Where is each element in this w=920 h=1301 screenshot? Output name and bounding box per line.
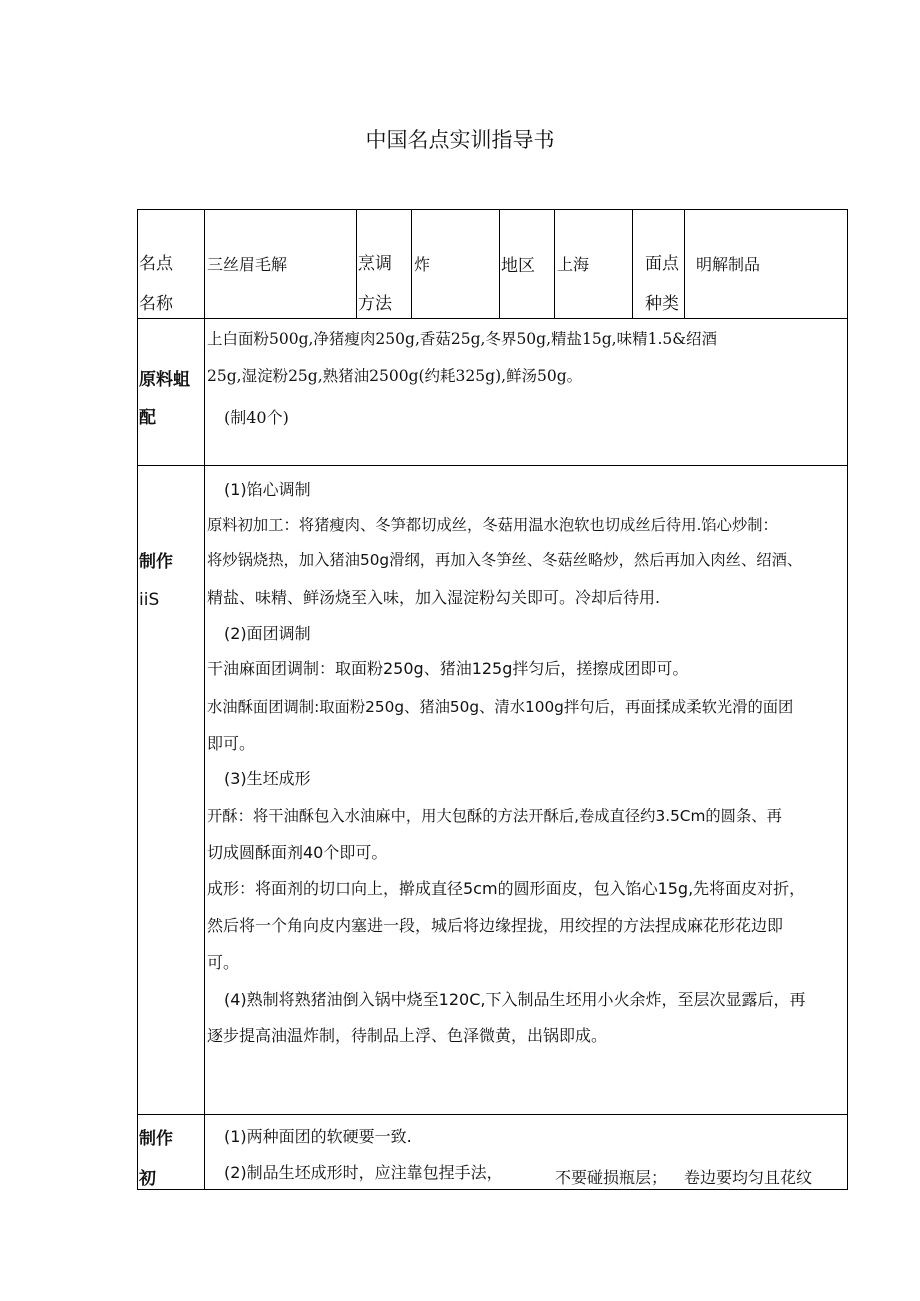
header-divider-4 [554,209,555,319]
process-line: 原料初加工：将猪瘦肉、冬笋都切成丝，冬菇用温水泡软也切成丝后待用.馅心炒制： [207,516,778,534]
region-label: 地区 [501,256,535,276]
process-line: 即可。 [207,734,256,753]
ingredients-line-3: (制40个) [224,408,289,427]
process-line: (1)馅心调制 [224,480,311,499]
process-label-line-1: 制作 [139,552,173,572]
notes-line-2-part-1: (2)制品生坯成形时，应注靠包捏手法， [224,1163,503,1182]
type-value: 明解制品 [696,255,761,274]
label-column-divider [204,209,205,1190]
header-divider-1 [356,209,357,319]
header-divider-6 [684,209,685,319]
process-line: 干油麻面团调制：取面粉250g、猪油125g拌匀后，搓擦成团即可。 [207,659,689,678]
header-divider-3 [499,209,500,319]
cook-method-label-line-2: 方法 [358,294,392,314]
table-border-right [847,209,848,1190]
process-line: 切成圆酥面剂40个即可。 [207,843,388,862]
name-label-line-2: 名称 [139,294,173,314]
ingredients-line-2: 25g,湿淀粉25g,熟猪油2500g(约耗325g),鲜汤50g。 [207,367,583,385]
process-line: 水油酥面团调制:取面粉250g、猪油50g、清水100g拌句后，再面揉成柔软光滑的面团 [207,698,794,716]
table-border-left [137,209,138,1190]
type-label-line-2: 种类 [645,294,679,314]
region-value: 上海 [557,255,590,274]
table-border-bottom [137,1189,848,1190]
process-line: 精盐、味精、鲜汤烧至入味，加入湿淀粉勾关即可。冷却后待用. [207,588,661,607]
process-line: 逐步提高油温炸制，待制品上浮、色泽微黄，出锅即成。 [207,1026,608,1045]
notes-line-2-part-2: 不要碰损瓶层； [555,1168,668,1187]
type-label-line-1: 面点 [645,254,679,274]
document-title: 中国名点实训指导书 [365,128,555,152]
name-value: 三丝眉毛解 [207,255,288,274]
process-line: 开酥：将干油酥包入水油麻中，用大包酥的方法开酥后,卷成直径约3.5Cm的圆条、再 [207,807,782,825]
name-label-line-1: 名点 [139,254,173,274]
ingredients-line-1: 上白面粉500g,净猪瘦肉250g,香菇25g,冬界50g,精盐15g,味精1.5&绍酒 [207,330,718,348]
process-line: 可。 [207,953,240,972]
process-line: (4)熟制将熟猪油倒入锅中烧至120C,下入制品生坯用小火余炸，至层次显露后，再 [224,990,806,1009]
row-divider-2 [137,465,848,466]
row-divider-1 [137,318,848,319]
notes-line-1: (1)两种面团的软硬要一致. [224,1127,412,1146]
notes-label-line-2: 初 [139,1169,156,1188]
table-border-top [137,209,848,210]
ingredients-label-line-2: 配 [139,408,156,428]
cook-method-value: 炸 [414,255,431,274]
header-divider-5 [632,209,633,319]
header-divider-2 [411,209,412,319]
process-line: (3)生坯成形 [224,769,311,788]
process-line: 成形：将面剂的切口向上，擀成直径5cm的圆形面皮，包入馅心15g,先将面皮对折， [207,879,806,898]
process-label-line-2: iiS [139,590,160,610]
notes-line-2-part-3: 卷边要均匀且花纹 [684,1168,813,1187]
process-line: 将炒锅烧热，加入猪油50g滑纲，再加入冬笋丝、冬菇丝略炒，然后再加入肉丝、绍酒、 [207,551,803,569]
process-line: (2)面团调制 [224,624,311,643]
ingredients-label-line-1: 原料蛆 [139,370,190,390]
row-divider-3 [137,1114,848,1115]
notes-label-line-1: 制作 [139,1129,173,1149]
cook-method-label-line-1: 烹调 [358,254,392,274]
process-line: 然后将一个角向皮内塞进一段，城后将边缘捏拢，用绞捏的方法捏成麻花形花边即 [207,916,784,935]
